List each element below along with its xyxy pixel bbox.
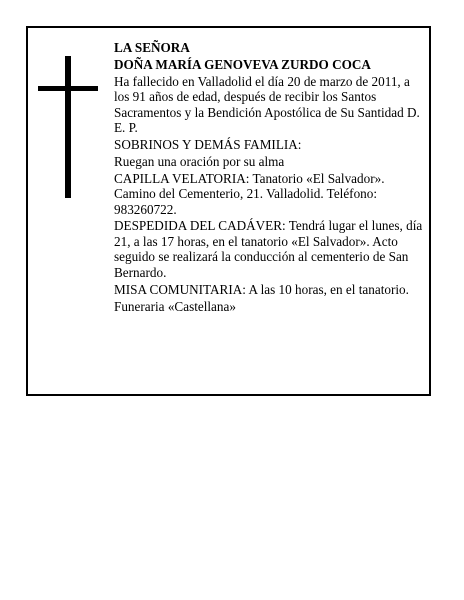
notice-body (114, 40, 424, 315)
chapel-info (114, 171, 424, 217)
farewell-text: Tendrá lugar el lunes, día 21, a las 17 horas, en el tanatorio «El Salvador». Acto seguido se realizará la conducción al cementerio de San Bernardo. (114, 218, 423, 280)
obituary-notice (26, 26, 431, 396)
family-request: Ruegan una oración por su alma (114, 153, 285, 169)
farewell-label: DESPEDIDA DEL CADÁVER: (114, 218, 286, 234)
deceased-name: DOÑA MARÍA GENOVEVA ZURDO COCA (114, 56, 371, 72)
cross-icon (38, 56, 98, 198)
death-announcement: Ha fallecido en Valladolid el día 20 de marzo de 2011, a los 91 años de edad, después de recibir los Santos Sacramentos y la Bendición Apostólica de Su Santidad D. E. P. (114, 73, 420, 136)
mass-info (114, 282, 424, 297)
cross-vertical-bar (65, 56, 71, 198)
family-heading: SOBRINOS Y DEMÁS FAMILIA: (114, 136, 302, 152)
funeral-home: Funeraria «Castellana» (114, 298, 236, 314)
chapel-label: CAPILLA VELATORIA: (114, 170, 250, 186)
mass-text: A las 10 horas, en el tanatorio. (245, 281, 409, 297)
cross-horizontal-bar (38, 86, 98, 91)
mass-label: MISA COMUNITARIA: (114, 281, 246, 297)
chapel-text: Tanatorio «El Salvador». Camino del Cementerio, 21. Valladolid. Teléfono: 983260722. (114, 170, 385, 217)
notice-title: LA SEÑORA (114, 40, 190, 55)
farewell-info (114, 218, 424, 280)
